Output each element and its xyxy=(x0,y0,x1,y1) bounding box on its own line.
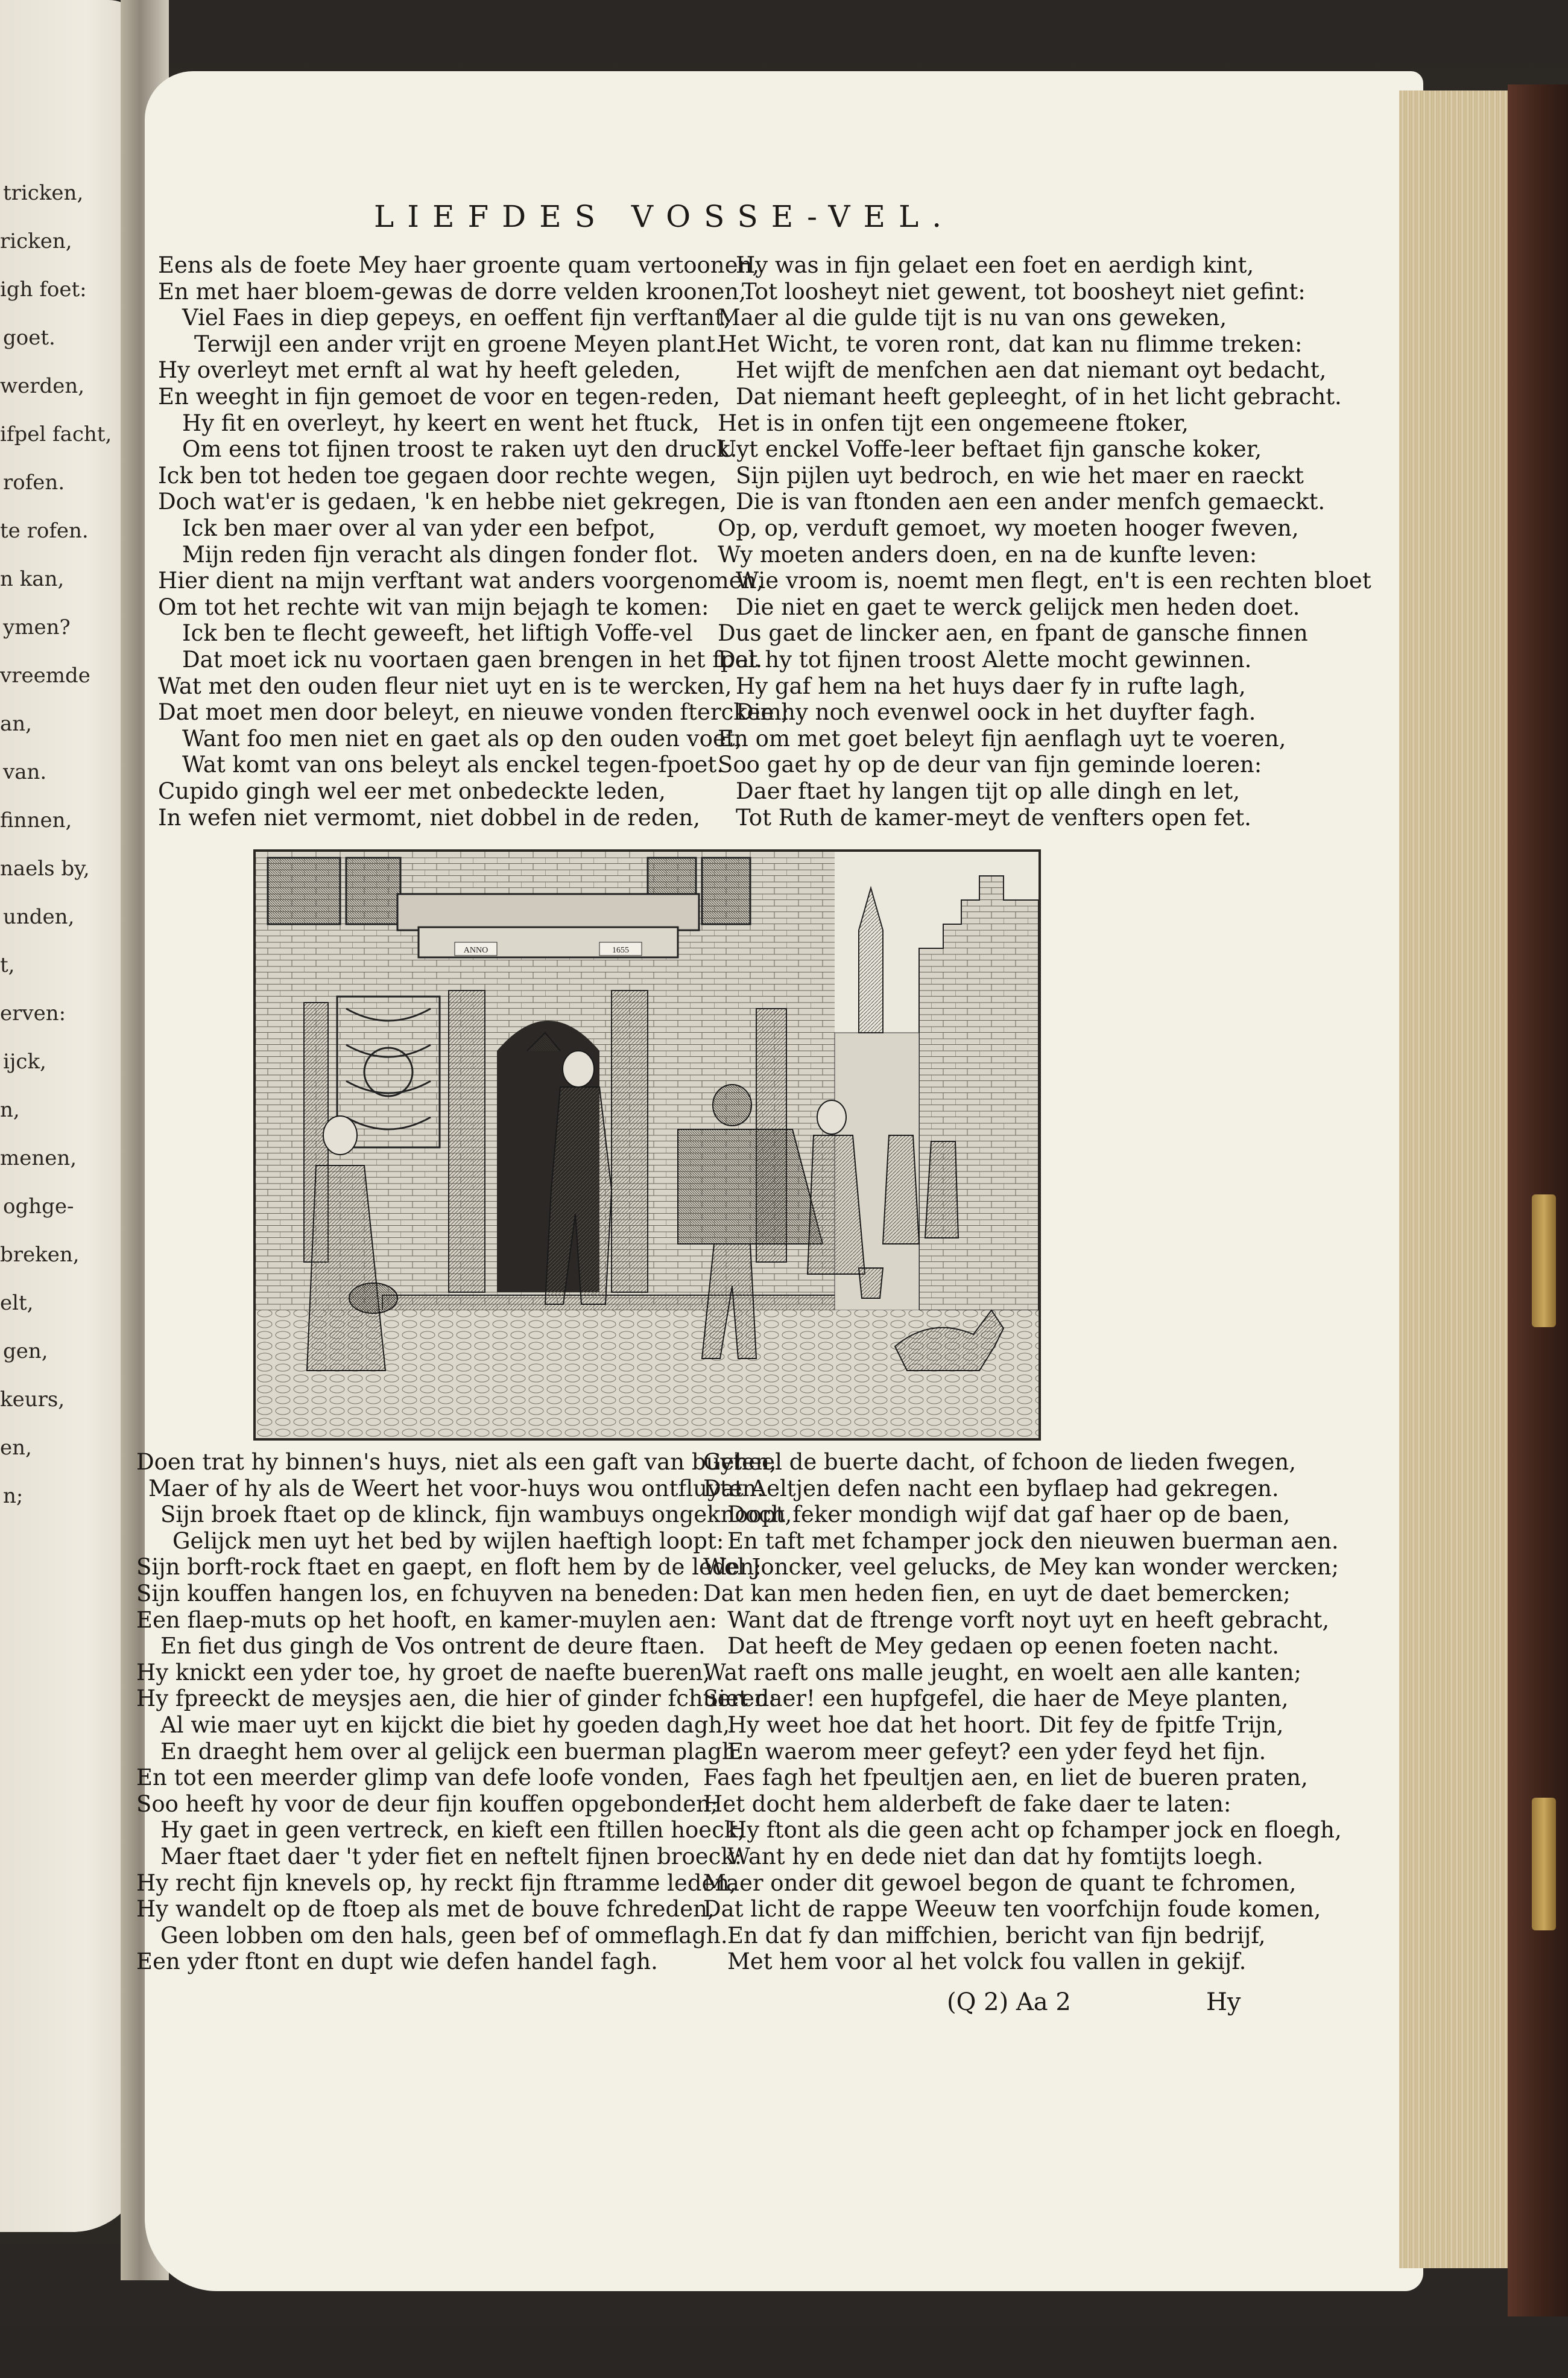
verse-line: Wy moeten anders doen, en na de kunfte leven: xyxy=(718,541,1257,568)
verse-line: Om eens tot fijnen troost te raken uyt den druck. xyxy=(182,436,738,463)
verse-line: Maer of hy als de Weert het voor-huys wou ontfluyten: xyxy=(148,1475,764,1501)
verse-line: Wat met den ouden fleur niet uyt en is te wercken, xyxy=(158,673,732,699)
verse-line: Dat hy tot fijnen troost Alette mocht gewinnen. xyxy=(718,647,1252,673)
left-page-fragment: rofen. xyxy=(3,471,65,495)
left-page-fragment: ymen? xyxy=(3,615,71,639)
verse-line: Een flaep-muts op het hooft, en kamer-muylen aen: xyxy=(136,1606,717,1633)
left-page-fragment: ifpel facht, xyxy=(0,422,112,446)
verse-line: Het Wicht, te voren ront, dat kan nu flimme treken: xyxy=(718,331,1303,357)
left-page-fragment: unden, xyxy=(3,905,75,929)
verse-line: Cupido gingh wel eer met onbedeckte leden, xyxy=(158,778,666,804)
verse-line: Ick ben tot heden toe gegaen door rechte wegen, xyxy=(158,462,717,489)
verse-line: En fiet dus gingh de Vos ontrent de deure ftaen. xyxy=(160,1633,706,1660)
signature-mark: (Q 2) Aa 2 xyxy=(947,1988,1071,2016)
verse-line: Terwijl een ander vrijt en groene Meyen plant. xyxy=(194,331,722,357)
verse-line: Dat moet men door beleyt, en nieuwe vonden fterckem; xyxy=(158,699,789,726)
left-page-fragment: werden, xyxy=(0,374,85,398)
verse-line: Gelijck men uyt het bed by wijlen haeftigh loopt: xyxy=(172,1527,724,1554)
verse-line: Om tot het rechte wit van mijn bejagh te komen: xyxy=(158,594,709,620)
left-page-fragment: finnen, xyxy=(0,808,72,832)
verse-line: Die is van ftonden aen een ander menfch gemaeckt. xyxy=(736,489,1326,515)
verse-line: In wefen niet vermomt, niet dobbel in de reden, xyxy=(158,804,701,831)
verse-line: Hy was in fijn gelaet een foet en aerdigh kint, xyxy=(736,252,1254,278)
verse-line: Hy recht fijn knevels op, hy reckt fijn ftramme leden, xyxy=(136,1869,737,1896)
left-page-fragment: te rofen. xyxy=(0,519,89,543)
verse-line: En om met goet beleyt fijn aenflagh uyt te voeren, xyxy=(718,725,1286,752)
verse-line: Al wie maer uyt en kijckt die biet hy goeden dagh, xyxy=(160,1712,730,1738)
verse-line: Hy knickt een yder toe, hy groet de naefte bueren, xyxy=(136,1659,710,1685)
verse-line: Geen lobben om den hals, geen bef of ommeflagh. xyxy=(160,1922,728,1948)
engraving-illustration xyxy=(253,849,1041,1441)
verse-line: Dat moet ick nu voortaen gaen brengen in het fpel. xyxy=(182,647,763,673)
left-page-fragment: oghge- xyxy=(3,1194,74,1219)
verse-line: Maer al die gulde tijt is nu van ons geweken, xyxy=(718,305,1227,331)
left-page-fragment: vreemde xyxy=(0,664,90,688)
left-page-fragment: tricken, xyxy=(3,181,84,205)
top-left-column xyxy=(158,252,789,831)
left-page-fragment: naels by, xyxy=(0,857,90,881)
left-page-fragment: erven: xyxy=(0,1001,66,1026)
verse-line: En draeght hem over al gelijck een buerman plagh. xyxy=(160,1738,744,1764)
verse-line: Doch feker mondigh wijf dat gaf haer op de baen, xyxy=(727,1501,1291,1528)
verse-line: Mijn reden fijn veracht als dingen fonder flot. xyxy=(182,541,699,568)
verse-line: Hy gaet in geen vertreck, en kieft een ftillen hoeck, xyxy=(160,1817,745,1844)
verse-line: Tot loosheyt niet gewent, tot boosheyt niet gefint: xyxy=(742,278,1306,305)
left-page-fragment: ijck, xyxy=(3,1050,46,1074)
verse-line: Hy fit en overleyt, hy keert en went het ftuck, xyxy=(182,410,700,436)
verse-line: Met hem voor al het volck fou vallen in gekijf. xyxy=(727,1948,1247,1975)
verse-line: En dat fy dan miffchien, bericht van fijn bedrijf, xyxy=(727,1922,1266,1948)
verse-line: Het wijft de menfchen aen dat niemant oyt bedacht, xyxy=(736,357,1327,384)
verse-line: Doch wat'er is gedaen, 'k en hebbe niet gekregen, xyxy=(158,489,727,515)
verse-line: Wie vroom is, noemt men flegt, en't is een rechten bloet xyxy=(736,568,1371,594)
verse-line: Dat licht de rappe Weeuw ten voorfchijn foude komen, xyxy=(703,1896,1321,1923)
verse-line: Maer onder dit gewoel begon de quant te fchromen, xyxy=(703,1869,1297,1896)
verse-line: Faes fagh het fpeultjen aen, en liet de bueren praten, xyxy=(703,1764,1308,1791)
left-page-fragment: goet. xyxy=(3,326,55,350)
left-page-fragment: ricken, xyxy=(0,229,72,253)
verse-line: En waerom meer gefeyt? een yder feyd het fijn. xyxy=(727,1738,1266,1764)
verse-line: Want hy en dede niet dan dat hy fomtijts loegh. xyxy=(727,1844,1263,1869)
left-page-fragment: t, xyxy=(0,953,15,977)
left-page-fragment: an, xyxy=(0,712,32,736)
verse-line: Die niet en gaet te werck gelijck men heden doet. xyxy=(736,594,1300,620)
verse-line: En met haer bloem-gewas de dorre velden kroonen, xyxy=(158,278,746,305)
verse-line: Doen trat hy binnen's huys, niet als een gaft van buyten, xyxy=(136,1449,777,1475)
verse-line: Want foo men niet en gaet als op den ouden voet, xyxy=(182,725,742,752)
verse-line: Ick ben maer over al van yder een befpot, xyxy=(182,515,656,541)
left-page-fragment: n, xyxy=(0,1098,20,1122)
left-page-fragment: keurs, xyxy=(0,1387,65,1412)
left-page-fragment: n kan, xyxy=(0,567,65,591)
verse-line: Sijn kouffen hangen los, en fchuyven na beneden: xyxy=(136,1581,700,1606)
verse-line: Wat raeft ons malle jeught, en woelt aen alle kanten; xyxy=(703,1659,1301,1685)
verse-line: Dat Aeltjen defen nacht een byflaep had gekregen. xyxy=(703,1475,1279,1501)
verse-line: Siet daer! een hupfgefel, die haer de Meye planten, xyxy=(703,1685,1289,1712)
clasp xyxy=(1532,1798,1556,1930)
left-page-fragment: van. xyxy=(3,760,47,784)
verse-line: Het docht hem alderbeft de fake daer te laten: xyxy=(703,1790,1231,1817)
verse-line: Die hy noch evenwel oock in het duyfter fagh. xyxy=(736,699,1256,726)
left-page-fragment: elt, xyxy=(0,1291,34,1315)
verse-line: Dat niemant heeft gepleeght, of in het licht gebracht. xyxy=(736,384,1342,410)
verse-line: Hy wandelt op de ftoep als met de bouve fchreden, xyxy=(136,1896,715,1923)
catchword: Hy xyxy=(1206,1988,1241,2016)
verse-line: Maer ftaet daer 't yder fiet en neftelt fijnen broeck: xyxy=(160,1844,742,1869)
verse-line: Soo gaet hy op de deur van fijn geminde loeren: xyxy=(718,752,1262,778)
verse-line: Dat kan men heden fien, en uyt de daet bemercken; xyxy=(703,1581,1291,1606)
inscription-anno: ANNO xyxy=(463,946,488,955)
left-page-fragment: gen, xyxy=(3,1339,48,1363)
verse-line: En taft met fchamper jock den nieuwen buerman aen. xyxy=(727,1527,1339,1554)
verse-line: Uyt enckel Voffe-leer beftaet fijn gansche koker, xyxy=(718,436,1262,463)
verse-line: Sijn borft-rock ftaet en gaept, en floft hem by de leden: xyxy=(136,1554,762,1581)
verse-line: Hy fpreeckt de meysjes aen, die hier of ginder fchueren: xyxy=(136,1685,777,1712)
top-right-column xyxy=(718,252,1371,831)
left-page-fragment: igh foet: xyxy=(0,277,87,302)
verse-line: Sijn broek ftaet op de klinck, fijn wambuys ongeknoopt, xyxy=(160,1501,792,1528)
left-page-fragment: menen, xyxy=(0,1146,77,1170)
verse-line: Sijn pijlen uyt bedroch, en wie het maer en raeckt xyxy=(736,462,1304,489)
verse-line: Wat komt van ons beleyt als enckel tegen-fpoet. xyxy=(182,752,724,778)
bottom-left-column xyxy=(136,1449,792,2004)
verse-line: Het is in onfen tijt een ongemeene ftoker, xyxy=(718,410,1189,436)
verse-line: Tot Ruth de kamer-meyt de venfters open fet. xyxy=(736,804,1251,831)
verse-line: Hier dient na mijn verftant wat anders voorgenomen, xyxy=(158,568,764,594)
verse-line: Daer ftaet hy langen tijt op alle dingh en let, xyxy=(736,778,1240,804)
verse-line: Hy weet hoe dat het hoort. Dit fey de fpitfe Trijn, xyxy=(727,1712,1284,1738)
verse-line: Op, op, verduft gemoet, wy moeten hooger fweven, xyxy=(718,515,1299,541)
verse-line: Wel Joncker, veel gelucks, de Mey kan wonder wercken; xyxy=(703,1554,1339,1581)
verse-line: Dus gaet de lincker aen, en fpant de gansche finnen xyxy=(718,620,1308,647)
clasp xyxy=(1532,1194,1556,1327)
bottom-right-column xyxy=(703,1449,1342,2004)
verse-line: Soo heeft hy voor de deur fijn kouffen opgebonden; xyxy=(136,1790,718,1817)
inscription-year: 1655 xyxy=(612,946,629,955)
verse-line: En weeght in fijn gemoet de voor en tegen-reden, xyxy=(158,384,721,410)
verse-line: Hy ftont als die geen acht op fchamper jock en floegh, xyxy=(727,1817,1342,1844)
verse-line: Hy gaf hem na het huys daer fy in rufte lagh, xyxy=(736,673,1246,699)
verse-line: Geheel de buerte dacht, of fchoon de lieden fwegen, xyxy=(703,1449,1296,1475)
verse-line: Ick ben te flecht geweeft, het liftigh Voffe-vel xyxy=(182,620,693,647)
verse-line: Eens als de foete Mey haer groente quam vertoonen, xyxy=(158,252,760,278)
left-page-fragment: en, xyxy=(0,1436,32,1460)
running-head: LIEFDES VOSSE-VEL. xyxy=(374,199,955,234)
verse-line: Dat heeft de Mey gedaen op eenen foeten nacht. xyxy=(727,1633,1280,1660)
left-page-fragment: breken, xyxy=(0,1243,80,1267)
verse-line: Hy overleyt met ernft al wat hy heeft geleden, xyxy=(158,357,681,384)
verse-line: Een yder ftont en dupt wie defen handel fagh. xyxy=(136,1948,658,1975)
left-page-fragment: n; xyxy=(3,1484,24,1508)
verse-line: En tot een meerder glimp van defe loofe vonden, xyxy=(136,1764,691,1791)
verse-line: Viel Faes in diep gepeys, en oeffent fijn verftant, xyxy=(182,305,731,331)
verse-line: Want dat de ftrenge vorft noyt uyt en heeft gebracht, xyxy=(727,1606,1330,1633)
